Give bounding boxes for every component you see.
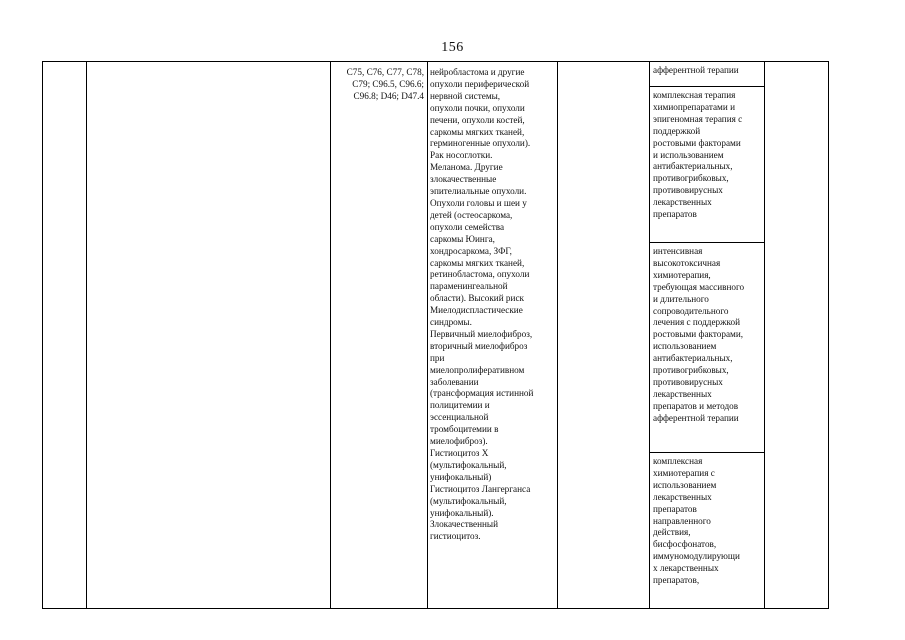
treatment-text-2: комплексная терапия химиопрепаратами и эпигеномная терапия с поддержкой ростовыми факторами и использованием антибактериальных, противогрибковых, противовирусных лекарственных препаратов bbox=[653, 90, 743, 220]
treatment-subcell-1 bbox=[650, 62, 764, 86]
treatment-text-3: интенсивная высокотоксичная химиотерапия, требующая массивного и длительного сопроводительного лечения с поддержкой ростовыми факторами, использованием антибактериальных, противогрибковых, противовирусных лекарственных препаратов и методов афферентной терапии bbox=[653, 246, 745, 423]
column-divider-4 bbox=[557, 62, 558, 608]
treatment-subcell-3 bbox=[650, 243, 764, 451]
column-divider-2 bbox=[330, 62, 331, 608]
treatment-subcell-4 bbox=[650, 453, 764, 608]
treatment-text-1: афферентной терапии bbox=[653, 65, 739, 75]
page-number: 156 bbox=[441, 40, 464, 55]
treatment-text-4: комплексная химиотерапия с использованием лекарственных препаратов направленного действия, бисфосфонатов, иммуномодулирующи х лекарственных препаратов, bbox=[653, 456, 740, 586]
column-divider-3 bbox=[427, 62, 428, 608]
treatment-subcell-2 bbox=[650, 87, 764, 242]
diagnosis-cell: нейробластома и другие опухоли периферической нервной системы, опухоли почки, опухоли печени, опухоли костей, саркомы мягких тканей, герминогенные опухоли). Рак носоглотки. Меланома. Другие злокачественные эпителиальные опухоли. Опухоли головы и шеи у детей (остеосаркома, опухоли семейства саркомы Юинга, хондросаркома, ЗФГ, саркомы мягких тканей, ретинобластома, опухоли параменингеальной области). Высокий риск Миелодиспластические синдромы. Первичный миелофиброз, вторичный миелофиброз при миелопролиферативном заболевании (трансформация истинной полицитемии и эссенциальной тромбоцитемии в миелофиброз). Гистиоцитоз Х (мультифокальный, унифокальный) Гистиоцитоз Лангерганса (мультифокальный, унифокальный). Злокачественный гистиоцитоз. bbox=[430, 67, 534, 542]
icd-codes-cell: С75, С76, С77, С78, С79; С96.5, С96.6; С96.8; D46; D47.4 bbox=[346, 67, 424, 101]
medical-care-table bbox=[42, 61, 829, 609]
column-divider-6 bbox=[764, 62, 765, 608]
column-divider-1 bbox=[86, 62, 87, 608]
